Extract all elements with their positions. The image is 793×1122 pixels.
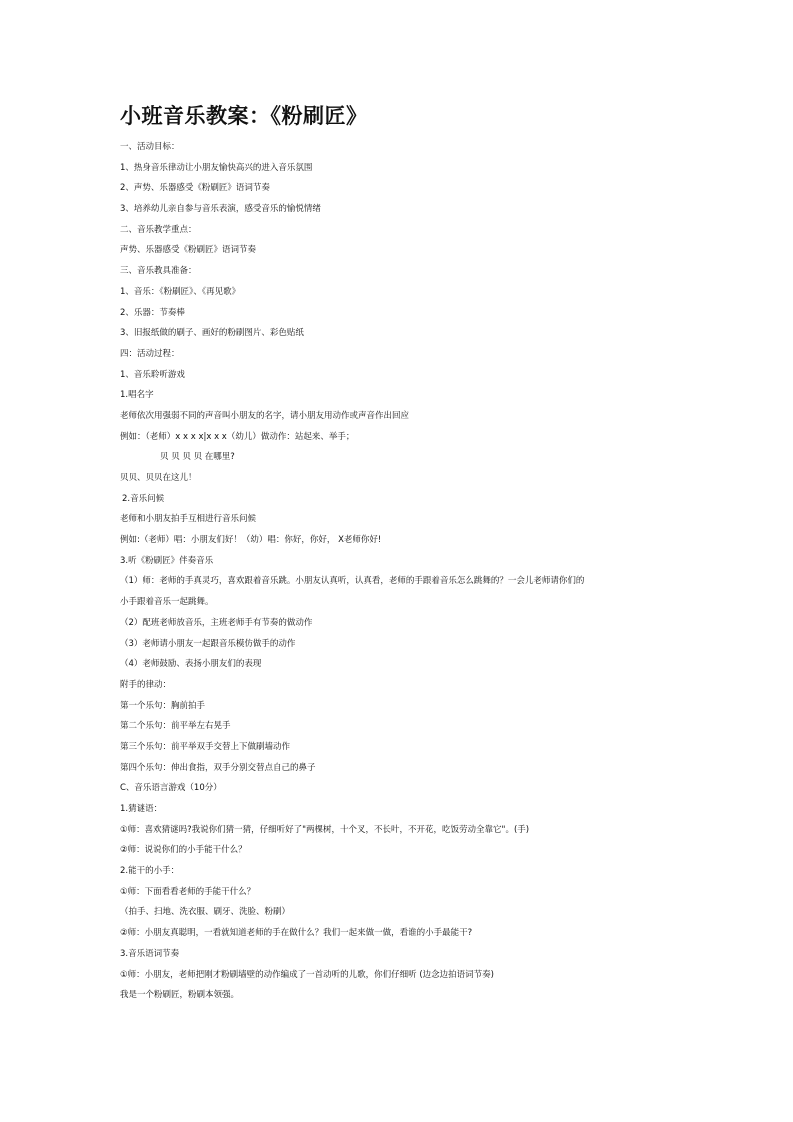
section-heading-language-game: C、音乐语言游戏（10分） (120, 783, 222, 794)
process-text: ②师：小朋友真聪明，一看就知道老师的手在做什么？我们一起来做一做，看谁的小手最能干? (120, 928, 473, 939)
process-step: 1、音乐聆听游戏 (120, 369, 185, 380)
rhythm-item: 第一个乐句：胸前拍手 (120, 700, 206, 711)
goal-item: 3、培养幼儿亲自参与音乐表演，感受音乐的愉悦情绪 (120, 204, 321, 215)
process-text: ②师：说说你们的小手能干什么？ (120, 845, 247, 856)
rhythm-item: 第四个乐句：伸出食指，双手分别交替点自己的鼻子 (120, 762, 316, 773)
process-text: （2）配班老师放音乐，主班老师手有节奏的做动作 (120, 617, 313, 628)
process-text: 老师依次用强弱不同的声音叫小朋友的名字，请小朋友用动作或声音作出回应 (120, 410, 410, 421)
process-text-long: （1）师：老师的手真灵巧，喜欢跟着音乐跳。小朋友认真听，认真看，老师的手跟着音乐怎么跳舞的？一会儿老师请你们的小手跟着音乐一起跳舞。 (120, 576, 585, 608)
process-text: ①师：小朋友，老师把刚才粉刷墙壁的动作编成了一首动听的儿歌，你们仔细听 (边念边拍语词节奏) (120, 969, 494, 980)
process-text: （拍手、扫地、洗衣服、刷牙、洗脸、粉刷） (120, 907, 291, 918)
process-example: 例如:（老师）唱：小朋友们好！（幼）唱：你好，你好， X老师你好! (120, 535, 382, 546)
process-substep: 3.音乐语词节奏 (120, 948, 180, 959)
song-lyric: 我是一个粉刷匠，粉刷本领强。 (120, 990, 240, 1001)
process-substep: 1.猜谜语： (120, 804, 163, 815)
goal-item: 2、声势、乐器感受《粉刷匠》语词节奏 (120, 183, 270, 194)
material-item: 2、乐器：节奏棒 (120, 307, 185, 318)
rhythm-item: 第二个乐句：前平举左右晃手 (120, 721, 231, 732)
process-substep: 2.能干的小手： (120, 866, 180, 877)
rhythm-heading: 附手的律动： (120, 679, 172, 690)
process-text: （3）老师请小朋友一起跟音乐模仿做手的动作 (120, 638, 296, 649)
process-text: 老师和小朋友拍手互相进行音乐问候 (120, 514, 257, 525)
focus-text: 声势、乐器感受《粉刷匠》语词节奏 (120, 245, 257, 256)
rhythm-item: 第三个乐句：前平举双手交替上下做刷墙动作 (120, 741, 291, 752)
process-text: （4）老师鼓励、表扬小朋友们的表现 (120, 659, 262, 670)
document-body (120, 137, 590, 1006)
process-example-lyric: 贝 贝 贝 贝 在哪里? (160, 452, 235, 463)
riddle-text: ①师：喜欢猜谜吗?我说你们猜一猜，仔细听好了"两棵树，十个叉，不长叶，不开花，吃饭劳动全靠它"。(手) (120, 824, 530, 835)
section-heading-materials: 三、音乐教具准备： (120, 266, 197, 277)
process-substep: 3.听《粉刷匠》伴奏音乐 (120, 555, 214, 566)
material-item: 3、旧报纸做的刷子、画好的粉刷图片、彩色贴纸 (120, 328, 304, 339)
process-substep: 1.唱名字 (120, 390, 154, 401)
page-title: 小班音乐教案：《粉刷匠》 (120, 103, 368, 128)
process-example-lyric: 贝贝、贝贝在这儿！ (120, 473, 197, 483)
section-heading-process: 四：活动过程： (120, 348, 180, 359)
material-item: 1、音乐：《粉刷匠》、《再见歌》 (120, 286, 241, 297)
process-example: 例如：（老师）x x x x|x x x（幼儿）做动作：站起来、举手； (120, 431, 355, 442)
process-text: ①师：下面看看老师的手能干什么？ (120, 886, 256, 897)
section-heading-goals: 一、活动目标： (120, 142, 180, 152)
goal-item: 1、热身音乐律动让小朋友愉快高兴的进入音乐氛围 (120, 162, 313, 173)
process-substep: 2.音乐问候 (122, 493, 165, 504)
section-heading-focus: 二、音乐教学重点： (120, 224, 197, 235)
